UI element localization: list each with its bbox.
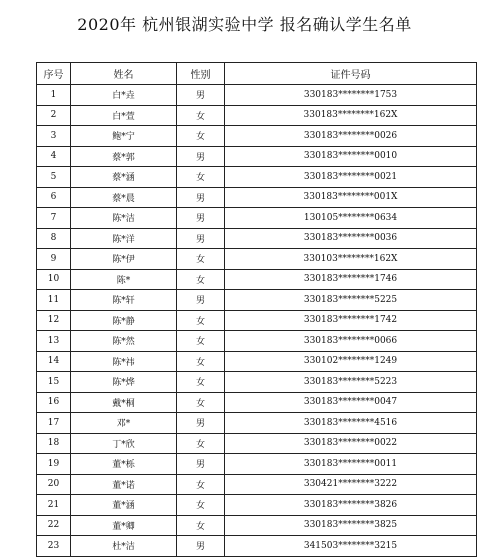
- cell-number: 16: [37, 392, 71, 413]
- cell-number: 22: [37, 515, 71, 536]
- cell-number: 20: [37, 474, 71, 495]
- cell-name: 陈*伊: [71, 249, 177, 270]
- cell-name: 陈*轩: [71, 290, 177, 311]
- cell-id-number: 330102********1249: [225, 351, 477, 372]
- cell-number: 15: [37, 372, 71, 393]
- table-row: [37, 331, 477, 352]
- cell-gender: 女: [177, 167, 225, 188]
- cell-number: 19: [37, 454, 71, 475]
- cell-number: 3: [37, 126, 71, 147]
- cell-gender: 女: [177, 269, 225, 290]
- table-row: [37, 85, 477, 106]
- column-header-name: 姓名: [71, 63, 177, 85]
- cell-name: 邓*: [71, 413, 177, 434]
- cell-name: 陈*然: [71, 331, 177, 352]
- table-row: [37, 515, 477, 536]
- cell-number: 13: [37, 331, 71, 352]
- cell-gender: 女: [177, 392, 225, 413]
- cell-gender: 女: [177, 249, 225, 270]
- cell-name: 鲍*宁: [71, 126, 177, 147]
- column-header-id-number: 证件号码: [225, 63, 477, 85]
- table-row: [37, 126, 477, 147]
- cell-number: 21: [37, 495, 71, 516]
- cell-id-number: 330183********5223: [225, 372, 477, 393]
- table-row: [37, 105, 477, 126]
- cell-gender: 男: [177, 228, 225, 249]
- cell-name: 陈*烨: [71, 372, 177, 393]
- cell-name: 杜*洁: [71, 536, 177, 557]
- cell-id-number: 330183********0047: [225, 392, 477, 413]
- cell-name: 董*涵: [71, 495, 177, 516]
- cell-number: 2: [37, 105, 71, 126]
- cell-number: 12: [37, 310, 71, 331]
- cell-id-number: 341503********3215: [225, 536, 477, 557]
- cell-name: 董*栎: [71, 454, 177, 475]
- table-row: [37, 454, 477, 475]
- cell-number: 10: [37, 269, 71, 290]
- table-row: [37, 351, 477, 372]
- table-row: [37, 167, 477, 188]
- cell-name: 白*垚: [71, 85, 177, 106]
- cell-id-number: 330183********1742: [225, 310, 477, 331]
- cell-number: 1: [37, 85, 71, 106]
- table-row: [37, 372, 477, 393]
- cell-name: 蔡*晨: [71, 187, 177, 208]
- cell-gender: 男: [177, 187, 225, 208]
- cell-number: 8: [37, 228, 71, 249]
- cell-gender: 女: [177, 351, 225, 372]
- cell-id-number: 330183********1753: [225, 85, 477, 106]
- table-row: [37, 269, 477, 290]
- cell-id-number: 330183********0022: [225, 433, 477, 454]
- cell-gender: 男: [177, 413, 225, 434]
- cell-number: 6: [37, 187, 71, 208]
- cell-name: 丁*欣: [71, 433, 177, 454]
- table-row: [37, 187, 477, 208]
- cell-number: 9: [37, 249, 71, 270]
- column-header-number: 序号: [37, 63, 71, 85]
- student-roster-table: [36, 62, 477, 557]
- cell-number: 7: [37, 208, 71, 229]
- table-row: [37, 228, 477, 249]
- cell-number: 11: [37, 290, 71, 311]
- cell-gender: 女: [177, 495, 225, 516]
- cell-id-number: 330421********3222: [225, 474, 477, 495]
- cell-number: 5: [37, 167, 71, 188]
- cell-gender: 男: [177, 85, 225, 106]
- cell-id-number: 330183********0010: [225, 146, 477, 167]
- cell-gender: 女: [177, 372, 225, 393]
- cell-gender: 女: [177, 474, 225, 495]
- cell-name: 陈*洁: [71, 208, 177, 229]
- cell-number: 23: [37, 536, 71, 557]
- cell-id-number: 330183********001X: [225, 187, 477, 208]
- cell-gender: 女: [177, 126, 225, 147]
- table-row: [37, 495, 477, 516]
- table-row: [37, 433, 477, 454]
- cell-id-number: 330183********1746: [225, 269, 477, 290]
- table-row: [37, 392, 477, 413]
- cell-name: 白*萱: [71, 105, 177, 126]
- column-header-gender: 性别: [177, 63, 225, 85]
- cell-gender: 女: [177, 433, 225, 454]
- cell-id-number: 330183********0011: [225, 454, 477, 475]
- cell-id-number: 330183********4516: [225, 413, 477, 434]
- table-row: [37, 290, 477, 311]
- cell-name: 陈*洋: [71, 228, 177, 249]
- table-row: [37, 474, 477, 495]
- cell-id-number: 330183********0036: [225, 228, 477, 249]
- cell-gender: 男: [177, 536, 225, 557]
- table-row: [37, 536, 477, 557]
- cell-id-number: 330183********162X: [225, 105, 477, 126]
- cell-gender: 女: [177, 105, 225, 126]
- cell-name: 陈*静: [71, 310, 177, 331]
- cell-name: 蔡*郭: [71, 146, 177, 167]
- cell-id-number: 330183********0066: [225, 331, 477, 352]
- cell-gender: 女: [177, 331, 225, 352]
- cell-gender: 男: [177, 208, 225, 229]
- cell-number: 14: [37, 351, 71, 372]
- table-row: [37, 208, 477, 229]
- cell-name: 董*卿: [71, 515, 177, 536]
- cell-gender: 女: [177, 310, 225, 331]
- cell-number: 18: [37, 433, 71, 454]
- cell-id-number: 330183********3825: [225, 515, 477, 536]
- table-row: [37, 249, 477, 270]
- cell-id-number: 330183********0026: [225, 126, 477, 147]
- cell-gender: 男: [177, 454, 225, 475]
- table-row: [37, 146, 477, 167]
- cell-number: 17: [37, 413, 71, 434]
- cell-id-number: 130105********0634: [225, 208, 477, 229]
- cell-name: 董*诺: [71, 474, 177, 495]
- cell-gender: 男: [177, 146, 225, 167]
- table-header-row: [37, 63, 477, 85]
- cell-id-number: 330183********0021: [225, 167, 477, 188]
- cell-id-number: 330183********3826: [225, 495, 477, 516]
- cell-gender: 男: [177, 290, 225, 311]
- cell-number: 4: [37, 146, 71, 167]
- cell-name: 陈*祎: [71, 351, 177, 372]
- table-row: [37, 413, 477, 434]
- cell-name: 戴*桐: [71, 392, 177, 413]
- cell-gender: 女: [177, 515, 225, 536]
- cell-id-number: 330183********5225: [225, 290, 477, 311]
- cell-name: 蔡*涵: [71, 167, 177, 188]
- table-body: [37, 85, 477, 557]
- table-row: [37, 310, 477, 331]
- cell-id-number: 330103********162X: [225, 249, 477, 270]
- document-title: 2020年 杭州银湖实验中学 报名确认学生名单: [77, 15, 412, 34]
- cell-name: 陈*: [71, 269, 177, 290]
